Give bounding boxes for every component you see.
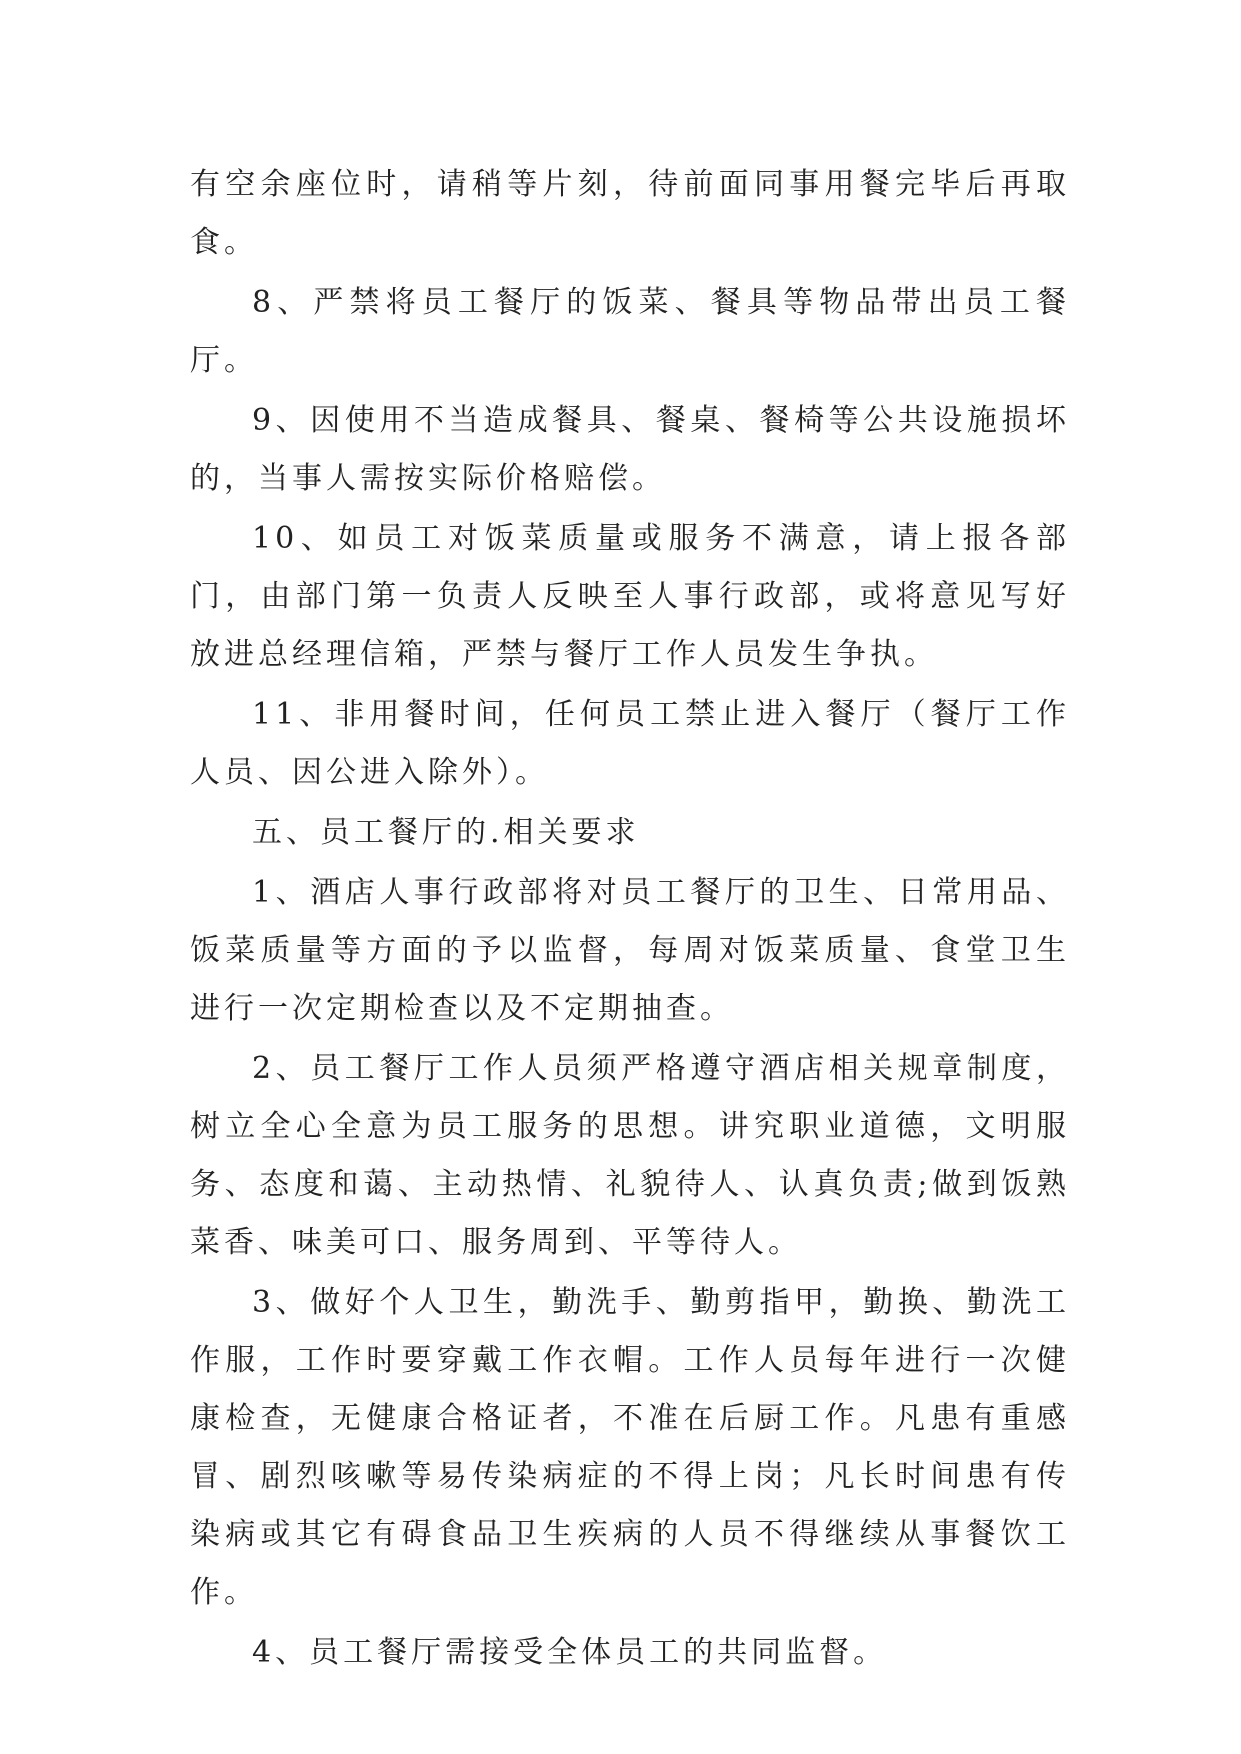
paragraph-requirement-1: 1、酒店人事行政部将对员工餐厅的卫生、日常用品、饭菜质量等方面的予以监督，每周对饭菜质量、食堂卫生进行一次定期检查以及不定期抽查。 (190, 875, 1070, 1026)
section-heading-five: 五、员工餐厅的.相关要求 (252, 815, 640, 850)
paragraph-requirement-4: 4、员工餐厅需接受全体员工的共同监督。 (252, 1635, 888, 1670)
paragraph-rule-8: 8、严禁将员工餐厅的饭菜、餐具等物品带出员工餐厅。 (190, 285, 1070, 378)
paragraph-continuation: 有空余座位时，请稍等片刻，待前面同事用餐完毕后再取食。 (190, 167, 1070, 260)
paragraph-requirement-3: 3、做好个人卫生，勤洗手、勤剪指甲，勤换、勤洗工作服，工作时要穿戴工作衣帽。工作人员每年进行一次健康检查，无健康合格证者，不准在后厨工作。凡患有重感冒、剧烈咳嗽等易传染病症的不得上岗；凡长时间患有传染病或其它有碍食品卫生疾病的人员不得继续从事餐饮工作。 (190, 1285, 1070, 1610)
paragraph-rule-9: 9、因使用不当造成餐具、餐桌、餐椅等公共设施损坏的，当事人需按实际价格赔偿。 (190, 403, 1070, 496)
document-body (190, 156, 1070, 1684)
paragraph-rule-11: 11、非用餐时间，任何员工禁止进入餐厅（餐厅工作人员、因公进入除外）。 (190, 697, 1070, 790)
paragraph-requirement-2: 2、员工餐厅工作人员须严格遵守酒店相关规章制度，树立全心全意为员工服务的思想。讲究职业道德，文明服务、态度和蔼、主动热情、礼貌待人、认真负责;做到饭熟菜香、味美可口、服务周到、平等待人。 (190, 1051, 1070, 1260)
paragraph-rule-10: 10、如员工对饭菜质量或服务不满意，请上报各部门，由部门第一负责人反映至人事行政部，或将意见写好放进总经理信箱，严禁与餐厅工作人员发生争执。 (190, 521, 1070, 672)
